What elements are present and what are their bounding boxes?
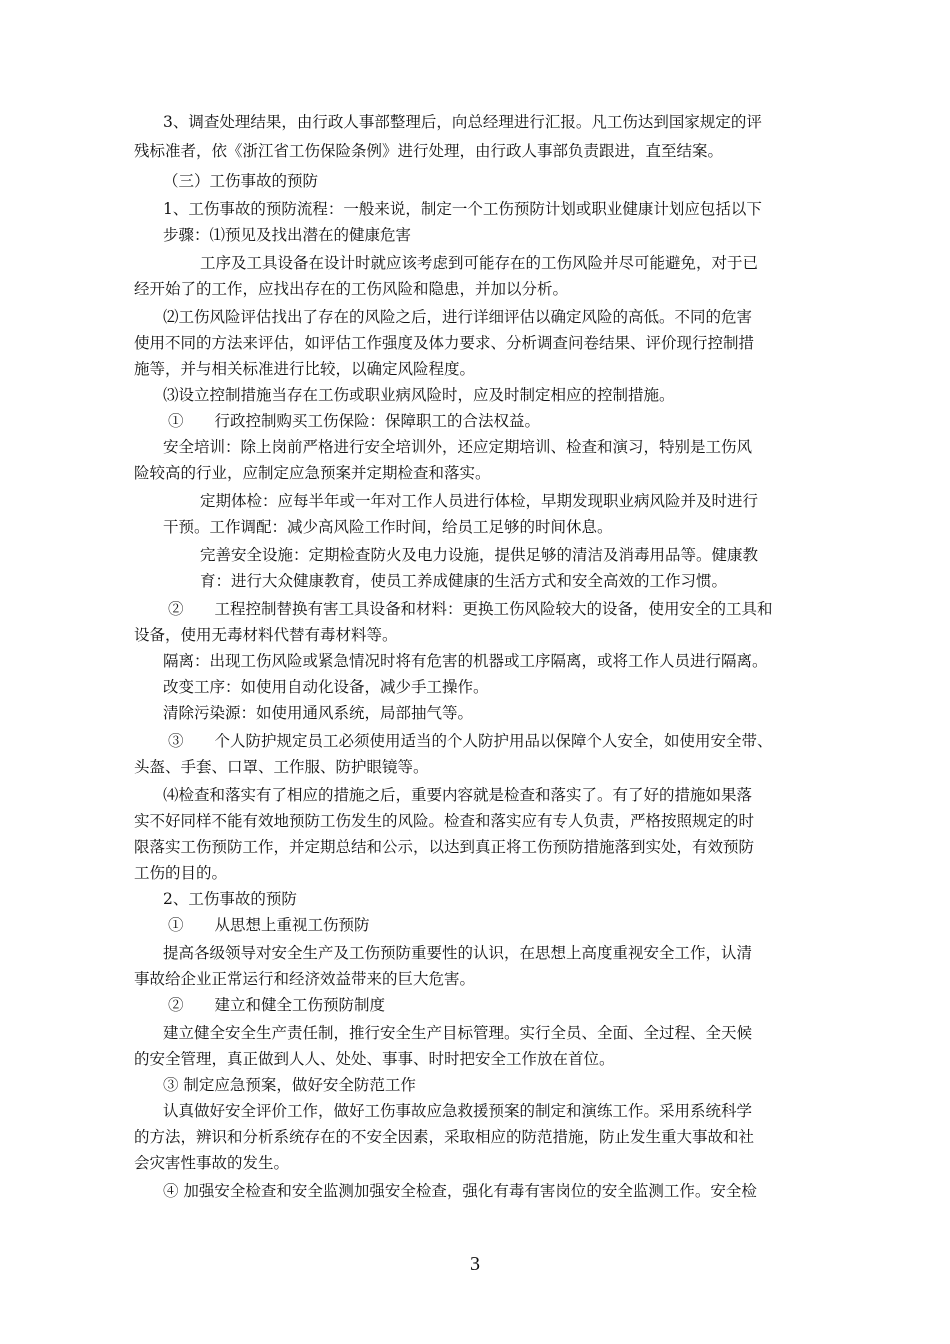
text-line: 1、工伤事故的预防流程：一般来说，制定一个工伤预防计划或职业健康计划应包括以下 bbox=[163, 200, 762, 218]
text-line: ⑵工伤风险评估找出了存在的风险之后，进行详细评估以确定风险的高低。不同的危害 bbox=[163, 308, 753, 326]
text-line: 改变工序：如使用自动化设备，减少手工操作。 bbox=[163, 678, 489, 696]
text-line: 经开始了的工作，应找出存在的工伤风险和隐患，并加以分析。 bbox=[134, 280, 569, 298]
text-line: 限落实工伤预防工作，并定期总结和公示，以达到真正将工伤预防措施落到实处，有效预防 bbox=[134, 838, 755, 856]
text-line: 使用不同的方法来评估，如评估工作强度及体力要求、分析调查问卷结果、评价现行控制措 bbox=[134, 334, 755, 352]
text-line: 安全培训：除上岗前严格进行安全培训外，还应定期培训、检查和演习，特别是工伤风 bbox=[163, 438, 753, 456]
text-line: 干预。工作调配：减少高风险工作时间，给员工足够的时间休息。 bbox=[163, 518, 613, 536]
section-heading: 2、工伤事故的预防 bbox=[163, 890, 297, 908]
text-line: 步骤：⑴预见及找出潜在的健康危害 bbox=[163, 226, 412, 244]
text-line: 会灾害性事故的发生。 bbox=[134, 1154, 290, 1172]
text-line: 育：进行大众健康教育，使员工养成健康的生活方式和安全高效的工作习惯。 bbox=[200, 572, 728, 590]
text-line: 的方法，辨识和分析系统存在的不安全因素，采取相应的防范措施，防止发生重大事故和社 bbox=[134, 1128, 755, 1146]
text-line: 残标准者，依《浙江省工伤保险条例》进行处理，由行政人事部负责跟进，直至结案。 bbox=[134, 142, 724, 160]
text-line: 提高各级领导对安全生产及工伤预防重要性的认识，在思想上高度重视安全工作，认清 bbox=[163, 944, 753, 962]
text-line: 认真做好安全评价工作，做好工伤事故应急救援预案的制定和演练工作。采用系统科学 bbox=[163, 1102, 753, 1120]
text-line: ⑶设立控制措施当存在工伤或职业病风险时，应及时制定相应的控制措施。 bbox=[163, 386, 675, 404]
text-line: ⑷检查和落实有了相应的措施之后，重要内容就是检查和落实了。有了好的措施如果落 bbox=[163, 786, 753, 804]
text-line: 工序及工具设备在设计时就应该考虑到可能存在的工伤风险并尽可能避免，对于已 bbox=[200, 254, 759, 272]
text-line: 定期体检：应每半年或一年对工作人员进行体检，早期发现职业病风险并及时进行 bbox=[200, 492, 759, 510]
text-line: 工伤的目的。 bbox=[134, 864, 228, 882]
text-line: ③ 制定应急预案，做好安全防范工作 bbox=[163, 1076, 416, 1094]
text-line: 隔离：出现工伤风险或紧急情况时将有危害的机器或工序隔离，或将工作人员进行隔离。 bbox=[163, 652, 768, 670]
text-line: 事故给企业正常运行和经济效益带来的巨大危害。 bbox=[134, 970, 476, 988]
text-line: 的安全管理，真正做到人人、处处、事事、时时把安全工作放在首位。 bbox=[134, 1050, 615, 1068]
text-line: 清除污染源：如使用通风系统，局部抽气等。 bbox=[163, 704, 474, 722]
text-line: 完善安全设施：定期检查防火及电力设施，提供足够的清洁及消毒用品等。健康教 bbox=[200, 546, 759, 564]
text-line: 施等，并与相关标准进行比较，以确定风险程度。 bbox=[134, 360, 476, 378]
page-number: 3 bbox=[470, 1253, 480, 1275]
text-line: 建立健全安全生产责任制，推行安全生产目标管理。实行全员、全面、全过程、全天候 bbox=[163, 1024, 753, 1042]
text-line: 头盔、手套、口罩、工作服、防护眼镜等。 bbox=[134, 758, 429, 776]
text-line: 实不好同样不能有效地预防工伤发生的风险。检查和落实应有专人负责，严格按照规定的时 bbox=[134, 812, 755, 830]
text-line: 3、调查处理结果，由行政人事部整理后，向总经理进行汇报。凡工伤达到国家规定的评 bbox=[163, 113, 762, 131]
text-line: ① 从思想上重视工伤预防 bbox=[168, 916, 370, 934]
text-line: ② 建立和健全工伤预防制度 bbox=[168, 996, 386, 1014]
text-line: 设备，使用无毒材料代替有毒材料等。 bbox=[134, 626, 398, 644]
text-line: ② 工程控制替换有害工具设备和材料：更换工伤风险较大的设备，使用安全的工具和 bbox=[168, 600, 773, 618]
section-heading: （三）工伤事故的预防 bbox=[163, 172, 319, 190]
text-line: ④ 加强安全检查和安全监测加强安全检查，强化有毒有害岗位的安全监测工作。安全检 bbox=[163, 1182, 757, 1200]
text-line: ① 行政控制购买工伤保险：保障职工的合法权益。 bbox=[168, 412, 541, 430]
text-line: 险较高的行业，应制定应急预案并定期检查和落实。 bbox=[134, 464, 491, 482]
text-line: ③ 个人防护规定员工必须使用适当的个人防护用品以保障个人安全，如使用安全带、 bbox=[168, 732, 773, 750]
